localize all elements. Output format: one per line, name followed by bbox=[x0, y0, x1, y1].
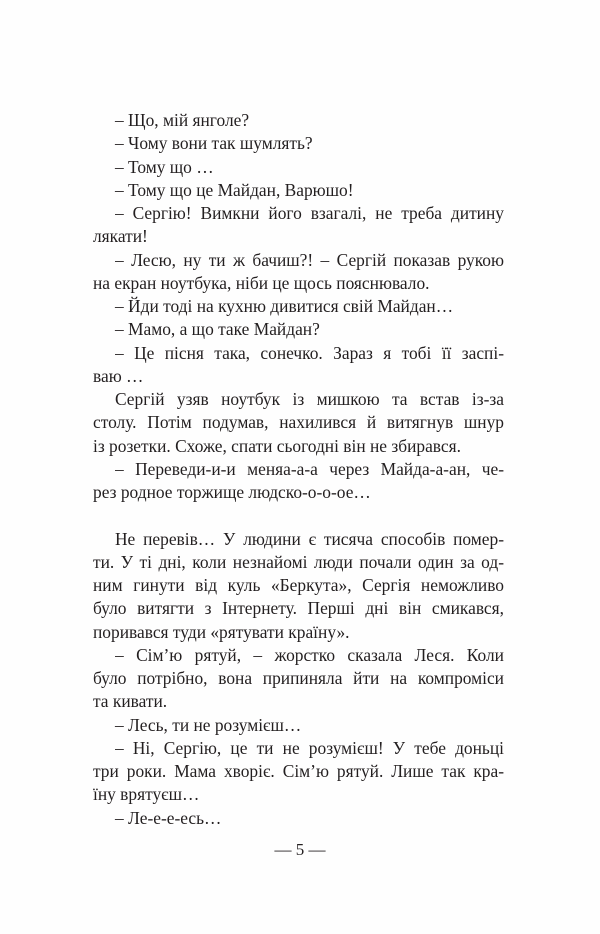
text-line: ти. У ті дні, коли незнайомі люди почали один за од- bbox=[93, 551, 504, 572]
text-line: та кивати. bbox=[93, 691, 168, 712]
text-line: три роки. Мама хворіє. Сім’ю рятуй. Лише так кра- bbox=[93, 761, 504, 781]
text-line: – Це пісня така, сонечко. Зараз я тобі її заспі- bbox=[115, 342, 504, 363]
text-line: – Що, мій янголе? bbox=[115, 110, 250, 130]
text-line: – Тому що … bbox=[115, 156, 214, 177]
text-line: – Сергію! Вимкни його взагалі, не треба дитину bbox=[115, 203, 504, 223]
text-line: із розетки. Схоже, спати сьогодні він не збирався. bbox=[93, 435, 461, 456]
text-line: – Ле-е-е-есь… bbox=[115, 807, 222, 828]
text-line: – Тому що це Майдан, Варюшо! bbox=[115, 179, 354, 200]
text-line: Не перевів… У людини є тисяча способів помер- bbox=[115, 528, 504, 549]
text-line: було потрібно, вона припиняла йти на компроміси bbox=[93, 668, 504, 688]
text-line: – Чому вони так шумлять? bbox=[115, 133, 313, 154]
text-line: на екран ноутбука, ніби це щось пояснювало. bbox=[93, 272, 430, 293]
text-line: – Переведи-и-и меняа-а-а через Майда-а-ан, че- bbox=[115, 458, 504, 479]
text-line: ваю … bbox=[93, 365, 144, 386]
text-line: поривався туди «рятувати країну». bbox=[93, 621, 350, 642]
text-line: – Лесь, ти не розумієш… bbox=[115, 714, 302, 735]
text-line: їну врятуєш… bbox=[93, 784, 200, 805]
text-line: – Йди тоді на кухню дивитися свій Майдан… bbox=[115, 296, 454, 316]
text-line: столу. Потім подумав, нахилився й витягнув шнур bbox=[93, 412, 504, 433]
text-line: – Ні, Сергію, це ти не розумієш! У тебе доньці bbox=[115, 737, 504, 758]
text-line: – Мамо, а що таке Майдан? bbox=[115, 319, 320, 340]
text-line: рез родное торжище людско-о-о-ое… bbox=[93, 482, 371, 502]
text-line: лякати! bbox=[93, 226, 148, 247]
text-line: – Лесю, ну ти ж бачиш?! – Сергій показав рукою bbox=[115, 249, 504, 270]
text-line: ним гинути від куль «Беркута», Сергія неможливо bbox=[93, 575, 504, 595]
text-line: Сергій узяв ноутбук із мишкою та встав із-за bbox=[115, 389, 504, 409]
text-line: – Сім’ю рятуй, – жорстко сказала Леся. Коли bbox=[115, 644, 504, 665]
text-line: було витягти з Інтернету. Перші дні він смикався, bbox=[93, 598, 504, 619]
page-number: — 5 — bbox=[274, 840, 326, 859]
